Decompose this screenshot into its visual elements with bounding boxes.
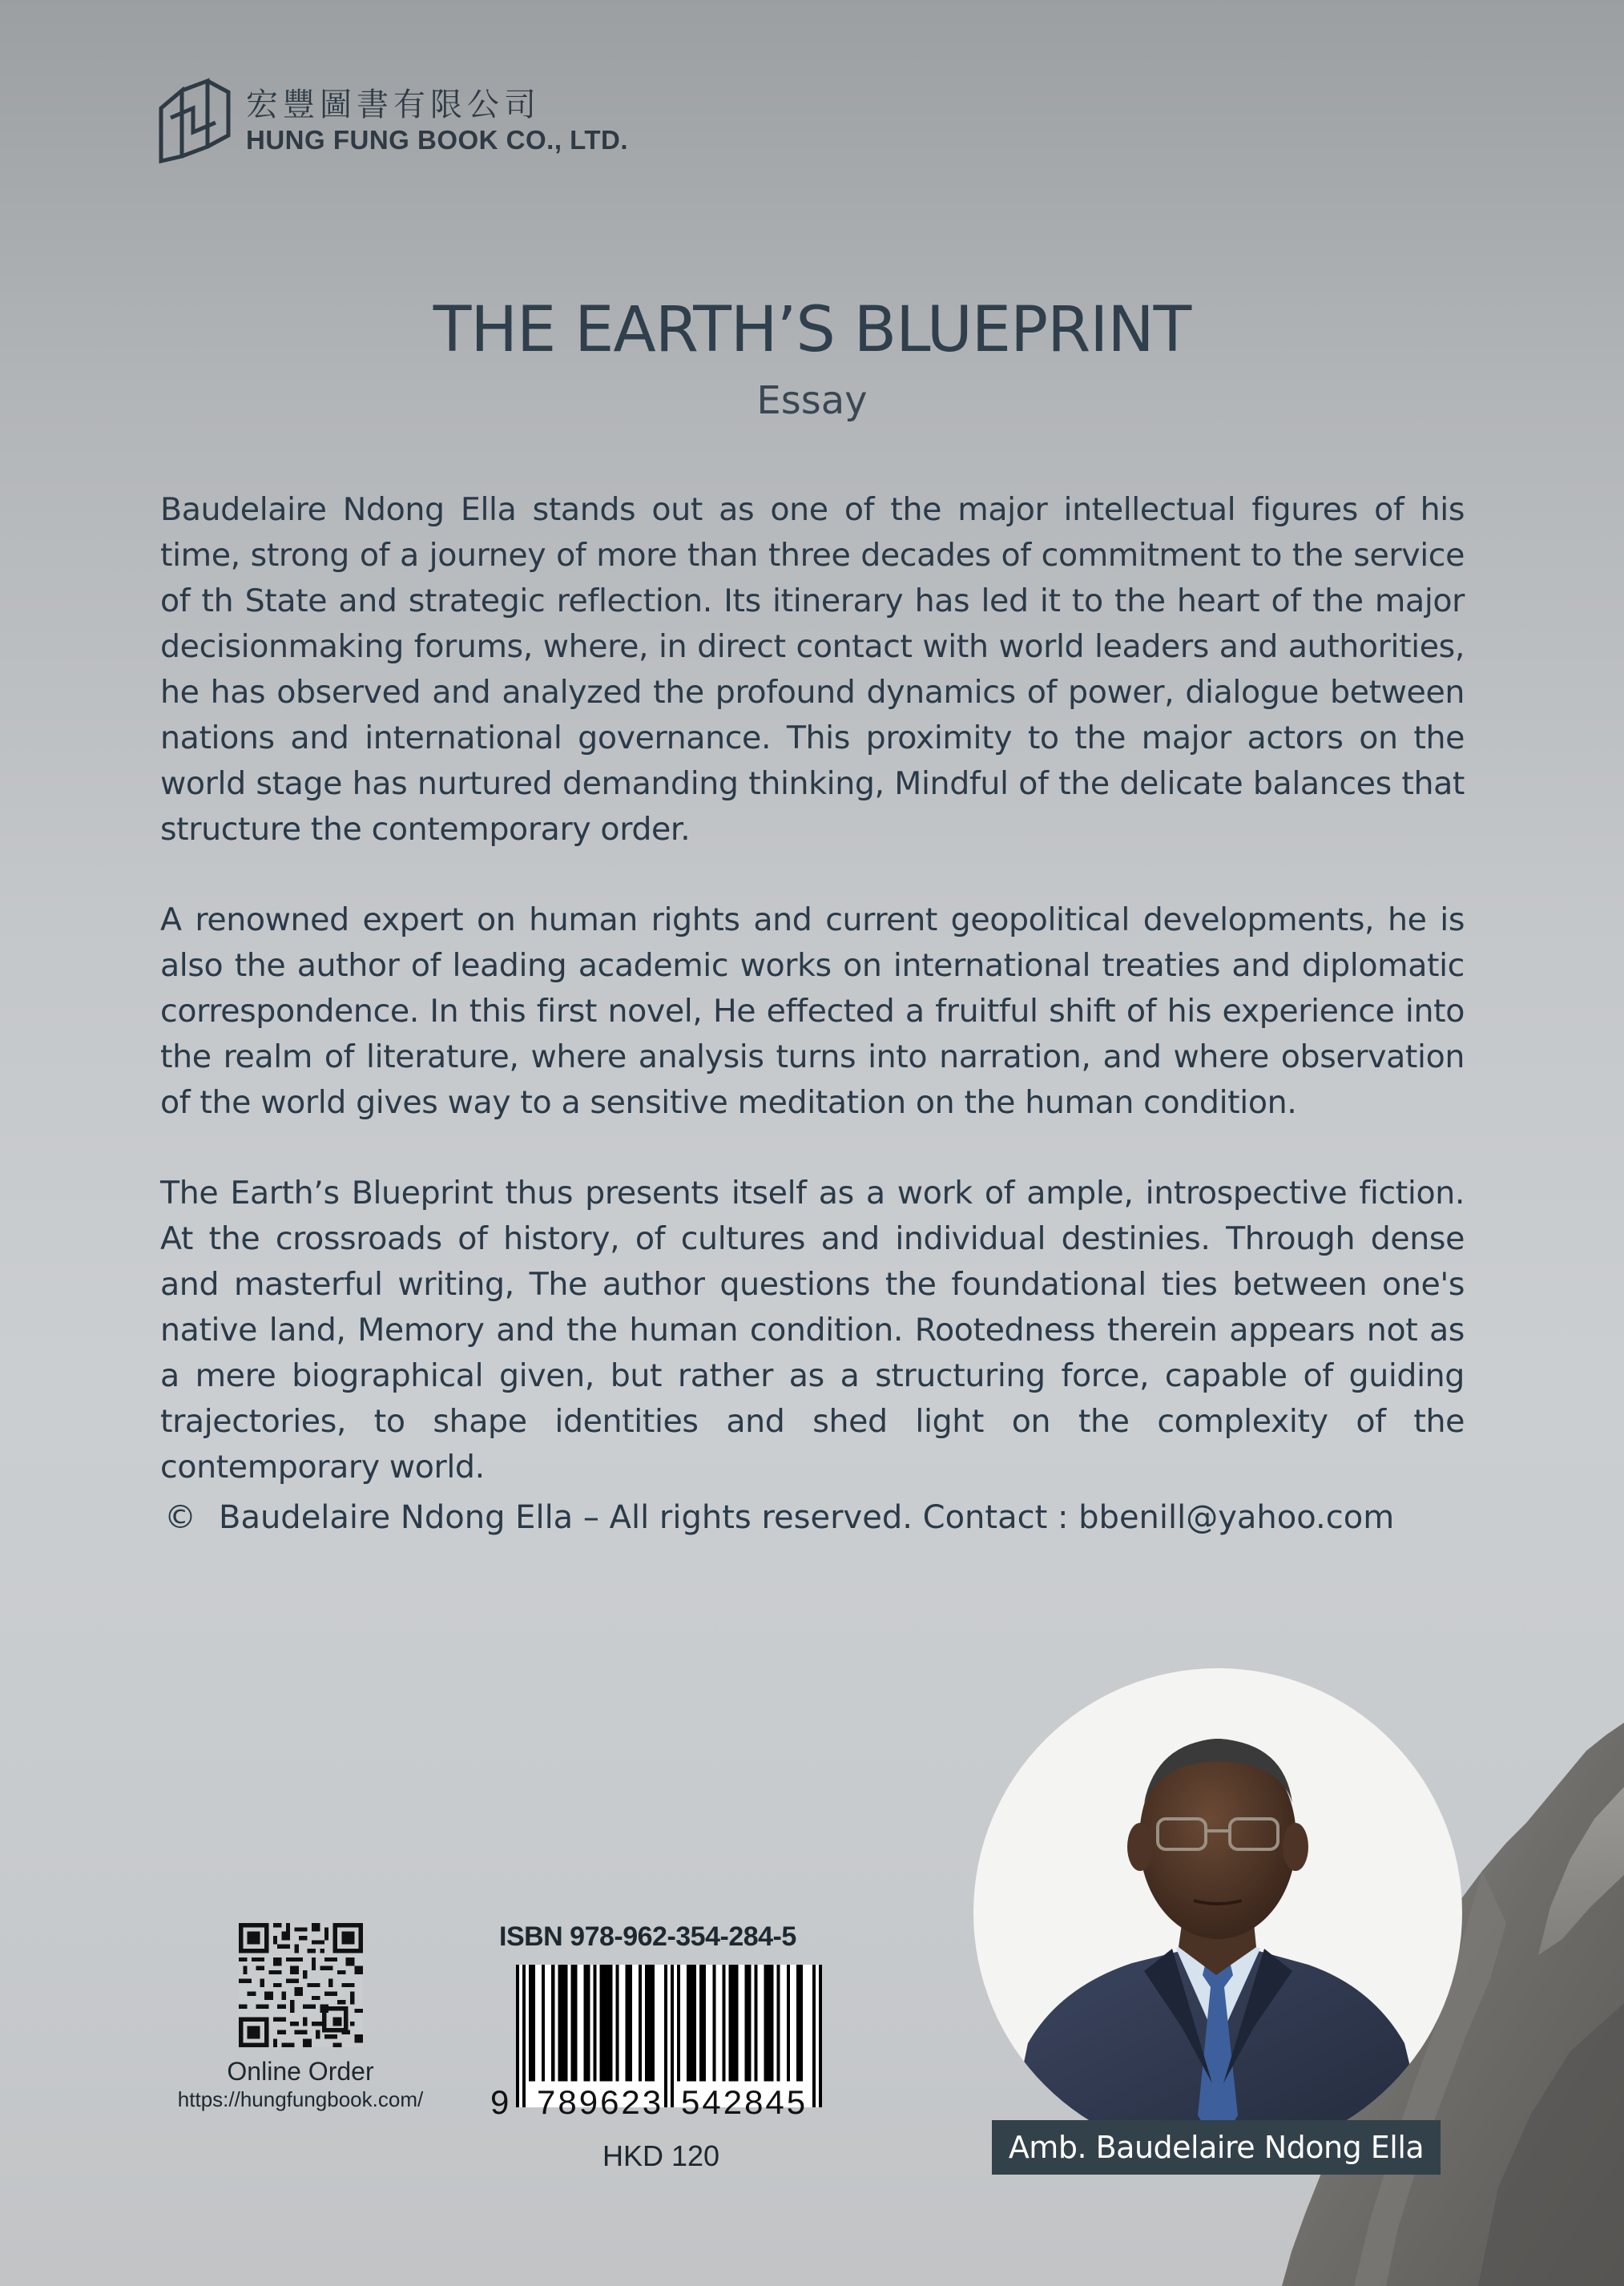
publisher-mark-icon <box>158 76 232 166</box>
isbn-label: ISBN 978-962-354-284-5 <box>499 1921 796 1952</box>
publisher-name <box>246 86 628 156</box>
blurb-paragraph: The Earth’s Blueprint thus presents itself as a work of ample, introspective fiction. At the crossroads of history, of cultures and individual destinies. Through dense and masterful writing, The author questions the foundational ties between one's native land, Memory and the human condition. Rootedness therein appears not as a mere biographical given, but rather as a structuring force, capable of guiding trajectories, to shape identities and shed light on the complexity of the contemporary world. <box>160 1175 1465 1486</box>
book-title: THE EARTH’S BLUEPRINT <box>433 294 1191 366</box>
blurb-paragraph: A renowned expert on human rights and current geopolitical developments, he is also the author of leading academic works on international treaties and diplomatic correspondence. In this first novel, He effected a fruitful shift of his experience into the realm of literature, where analysis turns into narration, and where observation of the world gives way to a sensitive meditation on the human condition. <box>160 901 1465 1121</box>
barcode-digit-first: 9 <box>490 2083 512 2121</box>
copyright-text: Baudelaire Ndong Ella – All rights reserved. Contact : bbenill@yahoo.com <box>219 1499 1395 1536</box>
publisher-name-english: HUNG FUNG BOOK CO., LTD. <box>246 125 629 155</box>
price-label: HKD 120 <box>602 2139 720 2172</box>
barcode-digits-left: 789623 <box>537 2083 664 2121</box>
publisher-name-chinese: 宏豐圖書有限公司 <box>246 87 541 123</box>
blurb <box>160 487 1465 1535</box>
copyright-line <box>164 1494 1394 1542</box>
online-order-url[interactable]: https://hungfungbook.com/ <box>177 2087 424 2111</box>
barcode-digits-right: 542845 <box>681 2083 808 2121</box>
book-subtitle: Essay <box>756 378 868 423</box>
copyright-symbol: © <box>164 1499 196 1536</box>
publisher-logo <box>158 76 628 166</box>
online-order-label: Online Order <box>227 2057 374 2086</box>
author-caption: Amb. Baudelaire Ndong Ella <box>992 2120 1441 2175</box>
blurb-paragraph: Baudelaire Ndong Ella stands out as one of the major intellectual figures of his time, strong of a journey of more than three decades of commitment to the service of th State and strategic reflection. Its itinerary has led it to the heart of the major decisionmaking forums, where, in direct contact with world leaders and authorities, he has observed and analyzed the profound dynamics of power, dialogue between nations and international governance. This proximity to the major actors on the world stage has nurtured demanding thinking, Mindful of the delicate balances that structure the contemporary order. <box>160 491 1465 848</box>
author-portrait <box>972 1667 1465 2159</box>
online-order-block <box>156 1923 445 2113</box>
qr-code-icon[interactable] <box>239 1923 363 2047</box>
